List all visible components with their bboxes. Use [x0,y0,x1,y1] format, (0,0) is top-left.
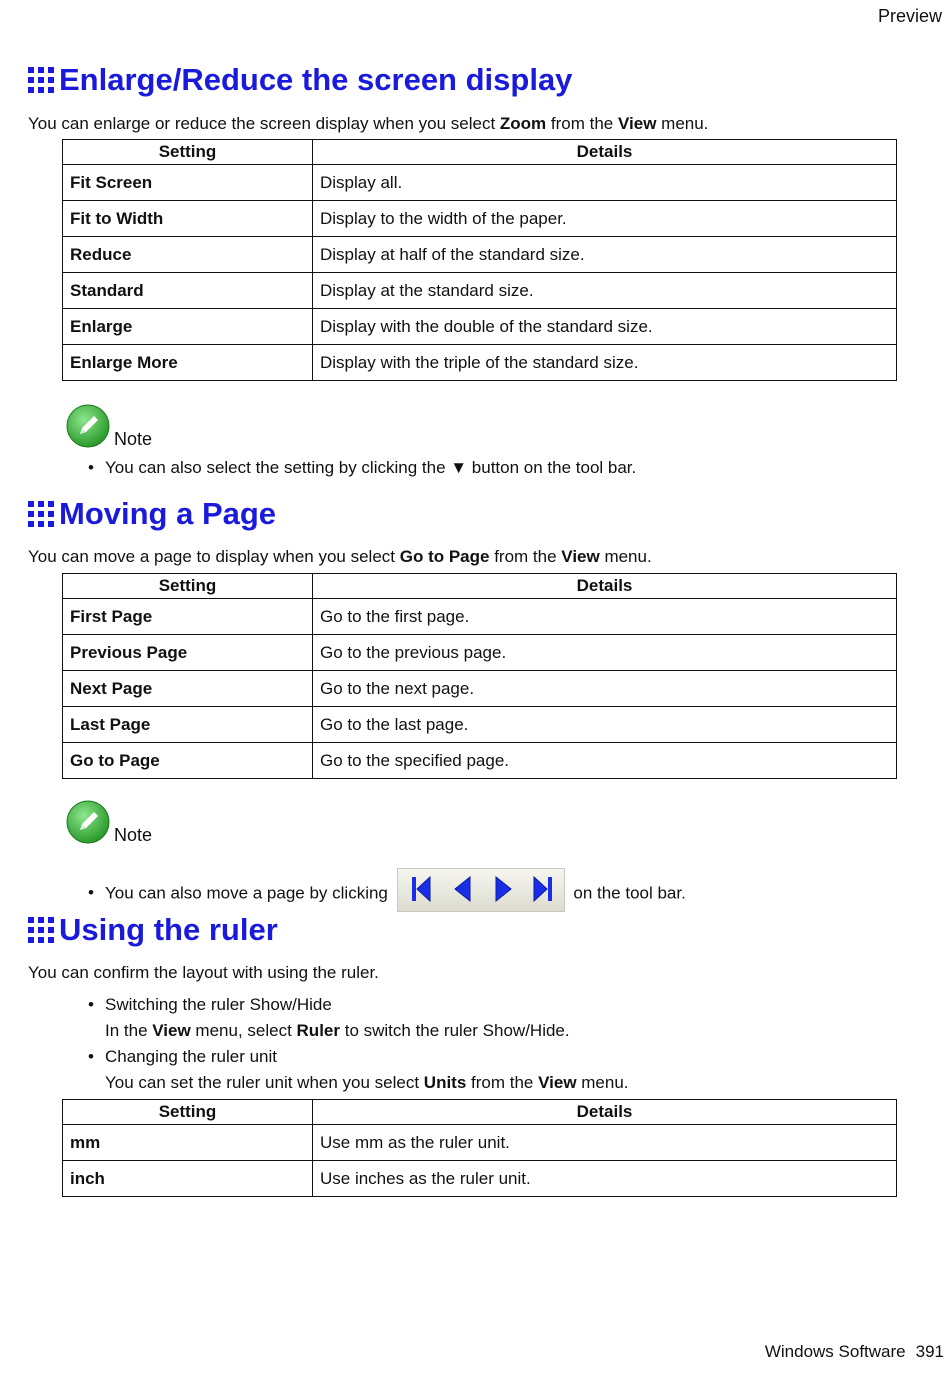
ruler-unit-table [62,1099,897,1197]
column-header-details: Details [313,140,897,165]
note-block [66,404,152,448]
table-row [63,165,897,201]
details-cell: Display all. [313,165,897,201]
list-item-detail: You can set the ruler unit when you select Units from the View menu. [105,1073,629,1092]
section-heading-using-ruler [28,912,278,948]
list-item: • Switching the ruler Show/Hide [88,995,332,1014]
setting-cell: Go to Page [63,743,313,779]
previous-page-icon[interactable] [455,877,470,901]
setting-cell: Previous Page [63,635,313,671]
note-bullet: • You can also select the setting by clicking the ▼ button on the tool bar. [88,458,637,477]
table-header-row [63,1100,897,1125]
first-page-icon[interactable] [412,877,430,901]
table-row [63,635,897,671]
setting-cell: inch [63,1161,313,1197]
note-block [66,800,152,844]
list-item-detail: In the View menu, select Ruler to switch the ruler Show/Hide. [105,1021,570,1040]
section-heading-enlarge-reduce [28,62,572,98]
list-item: • Changing the ruler unit [88,1047,278,1066]
details-cell: Display to the width of the paper. [313,201,897,237]
table-row [63,273,897,309]
setting-cell: Enlarge More [63,345,313,381]
details-cell: Use inches as the ruler unit. [313,1161,897,1197]
setting-cell: Standard [63,273,313,309]
page-footer [765,1342,944,1362]
grid-icon [28,67,54,93]
table-row [63,1125,897,1161]
table-header-row [63,574,897,599]
column-header-details: Details [313,1100,897,1125]
setting-cell: Fit Screen [63,165,313,201]
details-cell: Go to the previous page. [313,635,897,671]
setting-cell: Last Page [63,707,313,743]
note-label: Note [114,825,153,845]
details-cell: Go to the specified page. [313,743,897,779]
table-row [63,1161,897,1197]
column-header-setting: Setting [63,574,313,599]
grid-icon [28,501,54,527]
page-number: 391 [915,1342,944,1361]
setting-cell: mm [63,1125,313,1161]
table-row [63,237,897,273]
details-cell: Go to the last page. [313,707,897,743]
section-intro: You can confirm the layout with using the ruler. [28,963,379,982]
setting-cell: Fit to Width [63,201,313,237]
zoom-settings-table [62,139,897,381]
column-header-details: Details [313,574,897,599]
details-cell: Display at the standard size. [313,273,897,309]
section-title: Enlarge/Reduce the screen display [59,62,573,97]
section-title: Moving a Page [59,496,277,531]
pencil-icon [66,800,110,844]
section-intro: You can enlarge or reduce the screen display when you select Zoom from the View menu. [28,114,709,133]
column-header-setting: Setting [63,140,313,165]
table-row [63,743,897,779]
details-cell: Go to the first page. [313,599,897,635]
column-header-setting: Setting [63,1100,313,1125]
table-row [63,671,897,707]
last-page-icon[interactable] [534,877,552,901]
section-title: Using the ruler [59,912,278,947]
details-cell: Display with the double of the standard size. [313,309,897,345]
table-row [63,707,897,743]
table-row [63,201,897,237]
details-cell: Display with the triple of the standard size. [313,345,897,381]
setting-cell: Reduce [63,237,313,273]
section-intro: You can move a page to display when you select Go to Page from the View menu. [28,547,652,566]
table-header-row [63,140,897,165]
footer-label: Windows Software [764,1342,906,1361]
page-navigation-toolbar [397,868,565,912]
grid-icon [28,917,54,943]
pencil-icon [66,404,110,448]
details-cell: Go to the next page. [313,671,897,707]
page-navigation-table [62,573,897,779]
running-header: Preview [877,6,942,26]
details-cell: Display at half of the standard size. [313,237,897,273]
setting-cell: Next Page [63,671,313,707]
table-row [63,599,897,635]
next-page-icon[interactable] [496,877,511,901]
note-bullet: • You can also move a page by clicking on the tool bar. [88,872,686,916]
details-cell: Use mm as the ruler unit. [313,1125,897,1161]
table-row [63,309,897,345]
note-label: Note [114,429,153,449]
setting-cell: Enlarge [63,309,313,345]
table-row [63,345,897,381]
setting-cell: First Page [63,599,313,635]
section-heading-moving-page [28,496,276,532]
